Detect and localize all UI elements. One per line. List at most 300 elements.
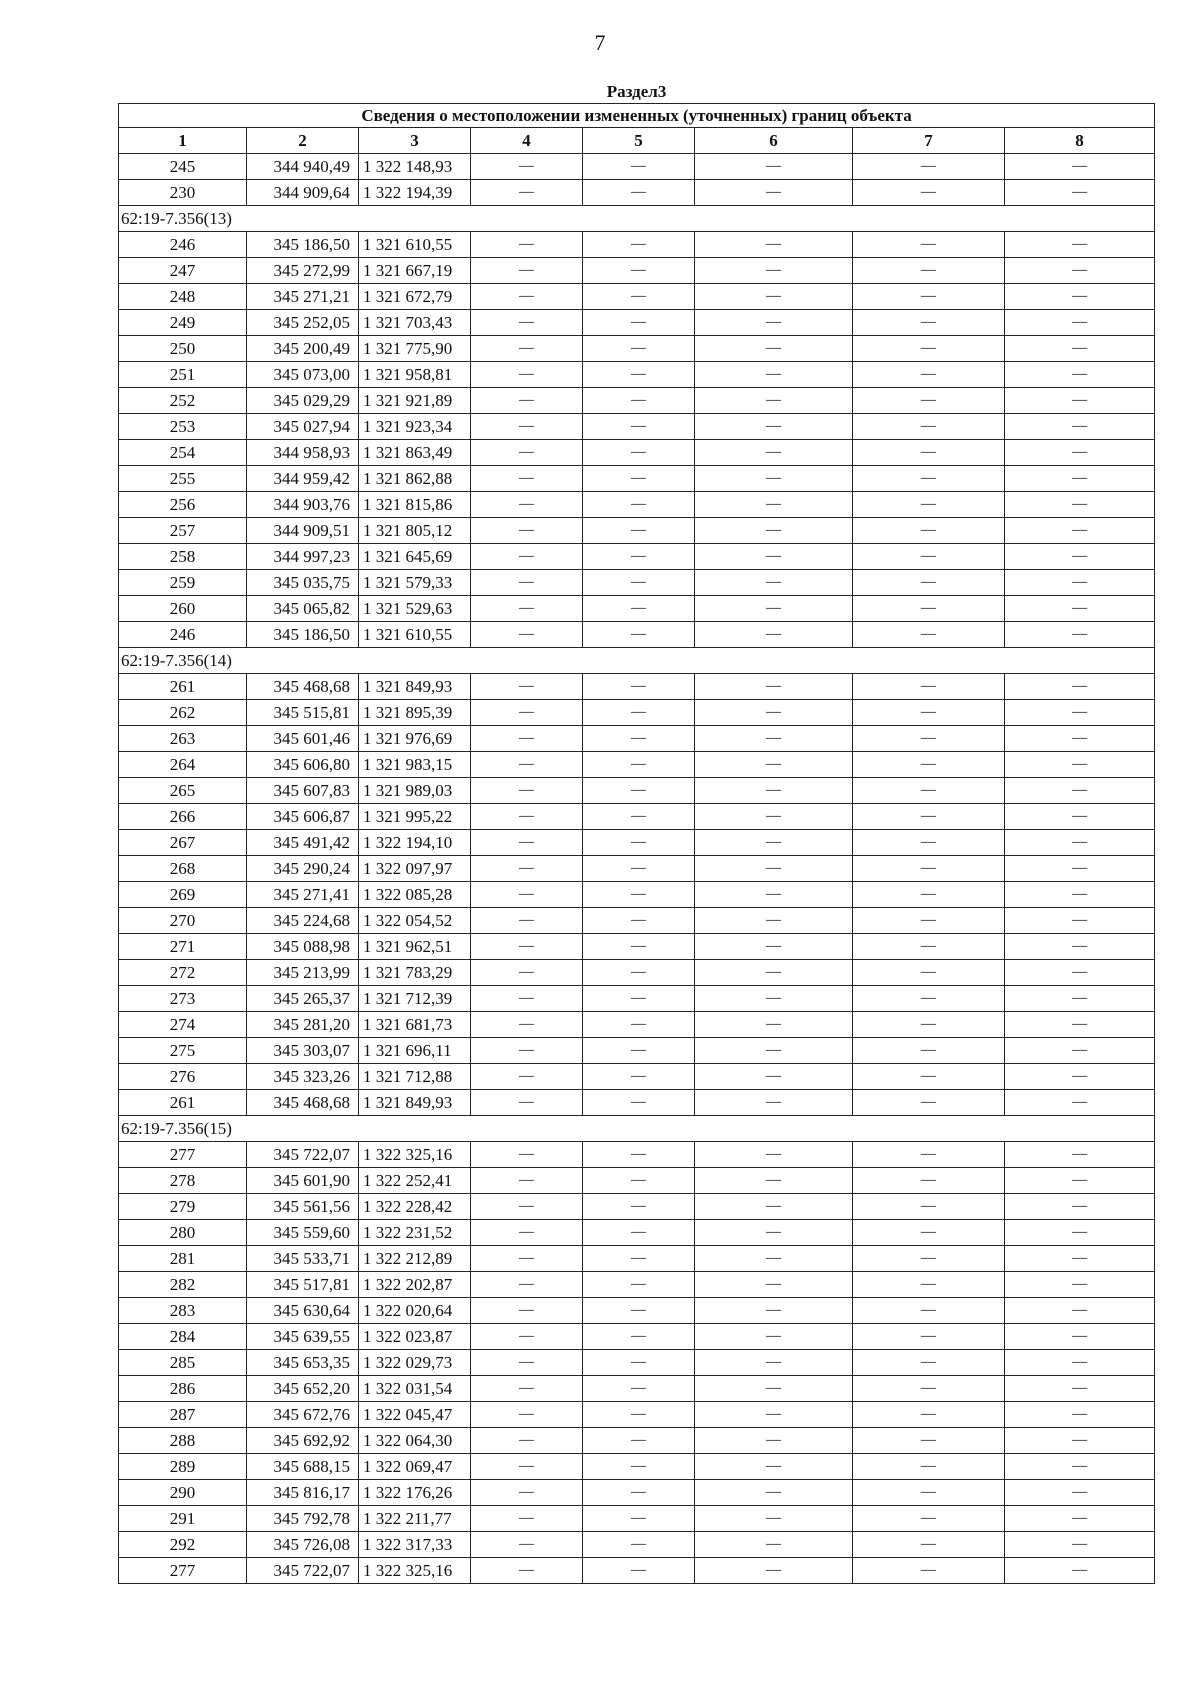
parcel-group-row [119,1116,1155,1142]
coordinate-x-cell: 345 561,56 [247,1194,359,1220]
coordinate-y-cell: 1 321 645,69 [359,544,471,570]
empty-value-cell: — [471,466,583,492]
point-number-cell: 279 [119,1194,247,1220]
point-number-cell: 263 [119,726,247,752]
coordinate-y-cell: 1 322 031,54 [359,1376,471,1402]
coordinate-y-cell: 1 322 325,16 [359,1142,471,1168]
empty-value-cell: — [695,1480,853,1506]
coordinate-y-cell: 1 322 176,26 [359,1480,471,1506]
point-number-cell: 277 [119,1142,247,1168]
table-row [119,934,1155,960]
point-number-cell: 253 [119,414,247,440]
parcel-group-label: 62:19-7.356(13) [119,206,1155,232]
table-row [119,700,1155,726]
coordinate-x-cell: 344 997,23 [247,544,359,570]
coordinate-x-cell: 345 252,05 [247,310,359,336]
table-row [119,1454,1155,1480]
empty-value-cell: — [853,258,1005,284]
empty-value-cell: — [695,492,853,518]
empty-value-cell: — [853,1324,1005,1350]
table-row [119,1402,1155,1428]
point-number-cell: 286 [119,1376,247,1402]
empty-value-cell: — [1005,778,1155,804]
coordinate-x-cell: 344 959,42 [247,466,359,492]
empty-value-cell: — [1005,518,1155,544]
empty-value-cell: — [471,1324,583,1350]
empty-value-cell: — [1005,752,1155,778]
table-row [119,596,1155,622]
point-number-cell: 281 [119,1246,247,1272]
coordinate-y-cell: 1 321 712,39 [359,986,471,1012]
empty-value-cell: — [583,856,695,882]
coordinate-x-cell: 345 688,15 [247,1454,359,1480]
coordinate-y-cell: 1 321 529,63 [359,596,471,622]
empty-value-cell: — [695,518,853,544]
empty-value-cell: — [695,726,853,752]
empty-value-cell: — [471,700,583,726]
empty-value-cell: — [695,986,853,1012]
empty-value-cell: — [695,1194,853,1220]
empty-value-cell: — [583,1194,695,1220]
coordinate-y-cell: 1 322 097,97 [359,856,471,882]
table-row [119,284,1155,310]
empty-value-cell: — [583,258,695,284]
empty-value-cell: — [583,1428,695,1454]
empty-value-cell: — [853,284,1005,310]
table-row [119,180,1155,206]
point-number-cell: 246 [119,622,247,648]
coordinate-y-cell: 1 321 962,51 [359,934,471,960]
empty-value-cell: — [471,1090,583,1116]
coordinate-x-cell: 345 816,17 [247,1480,359,1506]
empty-value-cell: — [1005,492,1155,518]
coordinate-y-cell: 1 321 815,86 [359,492,471,518]
coordinate-y-cell: 1 322 252,41 [359,1168,471,1194]
coordinate-y-cell: 1 322 325,16 [359,1558,471,1584]
table-row [119,1272,1155,1298]
empty-value-cell: — [853,752,1005,778]
empty-value-cell: — [853,1532,1005,1558]
empty-value-cell: — [471,726,583,752]
column-header-row [119,128,1155,154]
empty-value-cell: — [471,1428,583,1454]
empty-value-cell: — [695,1506,853,1532]
table-row [119,882,1155,908]
empty-value-cell: — [695,622,853,648]
point-number-cell: 258 [119,544,247,570]
empty-value-cell: — [583,752,695,778]
coordinate-y-cell: 1 321 775,90 [359,336,471,362]
empty-value-cell: — [471,622,583,648]
empty-value-cell: — [853,1012,1005,1038]
coordinate-y-cell: 1 321 921,89 [359,388,471,414]
point-number-cell: 248 [119,284,247,310]
empty-value-cell: — [1005,622,1155,648]
empty-value-cell: — [695,1272,853,1298]
column-header: 8 [1005,128,1155,154]
column-header: 4 [471,128,583,154]
coordinate-x-cell: 345 213,99 [247,960,359,986]
empty-value-cell: — [471,1012,583,1038]
empty-value-cell: — [583,700,695,726]
empty-value-cell: — [1005,180,1155,206]
coordinate-y-cell: 1 321 895,39 [359,700,471,726]
empty-value-cell: — [471,388,583,414]
empty-value-cell: — [695,1428,853,1454]
empty-value-cell: — [583,440,695,466]
empty-value-cell: — [583,908,695,934]
table-row [119,830,1155,856]
empty-value-cell: — [1005,934,1155,960]
column-header: 1 [119,128,247,154]
empty-value-cell: — [853,440,1005,466]
empty-value-cell: — [583,180,695,206]
parcel-group-row [119,648,1155,674]
empty-value-cell: — [853,544,1005,570]
empty-value-cell: — [853,1376,1005,1402]
empty-value-cell: — [853,830,1005,856]
table-row [119,960,1155,986]
empty-value-cell: — [1005,544,1155,570]
empty-value-cell: — [1005,1220,1155,1246]
empty-value-cell: — [853,1194,1005,1220]
table-row [119,1142,1155,1168]
empty-value-cell: — [853,1142,1005,1168]
empty-value-cell: — [471,284,583,310]
table-row [119,986,1155,1012]
point-number-cell: 288 [119,1428,247,1454]
empty-value-cell: — [695,570,853,596]
empty-value-cell: — [853,1246,1005,1272]
empty-value-cell: — [695,1454,853,1480]
empty-value-cell: — [1005,1272,1155,1298]
point-number-cell: 255 [119,466,247,492]
empty-value-cell: — [1005,466,1155,492]
column-header: 7 [853,128,1005,154]
empty-value-cell: — [853,700,1005,726]
empty-value-cell: — [583,1350,695,1376]
coordinate-x-cell: 345 271,21 [247,284,359,310]
empty-value-cell: — [1005,1298,1155,1324]
coordinate-x-cell: 345 265,37 [247,986,359,1012]
point-number-cell: 269 [119,882,247,908]
empty-value-cell: — [583,232,695,258]
empty-value-cell: — [471,570,583,596]
empty-value-cell: — [853,986,1005,1012]
empty-value-cell: — [471,1454,583,1480]
empty-value-cell: — [471,440,583,466]
empty-value-cell: — [695,1376,853,1402]
coordinate-y-cell: 1 321 995,22 [359,804,471,830]
coordinate-y-cell: 1 322 202,87 [359,1272,471,1298]
coordinate-x-cell: 345 027,94 [247,414,359,440]
empty-value-cell: — [471,1532,583,1558]
point-number-cell: 287 [119,1402,247,1428]
coordinate-y-cell: 1 321 849,93 [359,674,471,700]
empty-value-cell: — [853,1454,1005,1480]
table-row [119,1480,1155,1506]
table-row [119,674,1155,700]
table-row [119,232,1155,258]
empty-value-cell: — [695,284,853,310]
empty-value-cell: — [695,154,853,180]
table-row [119,258,1155,284]
empty-value-cell: — [853,154,1005,180]
empty-value-cell: — [695,1168,853,1194]
empty-value-cell: — [1005,1402,1155,1428]
coordinate-y-cell: 1 321 983,15 [359,752,471,778]
coordinate-y-cell: 1 321 989,03 [359,778,471,804]
empty-value-cell: — [1005,154,1155,180]
empty-value-cell: — [1005,908,1155,934]
point-number-cell: 282 [119,1272,247,1298]
coordinate-x-cell: 345 601,90 [247,1168,359,1194]
table-row [119,518,1155,544]
coordinate-x-cell: 345 186,50 [247,232,359,258]
coordinate-x-cell: 345 653,35 [247,1350,359,1376]
empty-value-cell: — [583,1012,695,1038]
point-number-cell: 272 [119,960,247,986]
coordinate-y-cell: 1 321 610,55 [359,232,471,258]
empty-value-cell: — [853,180,1005,206]
page-number: 7 [594,30,606,55]
coordinate-x-cell: 345 726,08 [247,1532,359,1558]
empty-value-cell: — [1005,1376,1155,1402]
empty-value-cell: — [1005,232,1155,258]
empty-value-cell: — [1005,310,1155,336]
coordinate-x-cell: 345 088,98 [247,934,359,960]
empty-value-cell: — [583,674,695,700]
empty-value-cell: — [1005,1038,1155,1064]
boundary-coordinates-table [118,80,1155,1584]
column-header: 2 [247,128,359,154]
coordinate-y-cell: 1 321 849,93 [359,1090,471,1116]
empty-value-cell: — [853,1402,1005,1428]
coordinate-x-cell: 345 029,29 [247,388,359,414]
section-caption: Сведения о местоположении измененных (уточненных) границ объекта [119,104,1155,128]
coordinate-x-cell: 344 958,93 [247,440,359,466]
coordinate-x-cell: 345 035,75 [247,570,359,596]
column-header: 5 [583,128,695,154]
empty-value-cell: — [471,1298,583,1324]
empty-value-cell: — [695,336,853,362]
empty-value-cell: — [853,726,1005,752]
table-row [119,440,1155,466]
table-row [119,726,1155,752]
empty-value-cell: — [471,336,583,362]
coordinate-x-cell: 345 533,71 [247,1246,359,1272]
empty-value-cell: — [471,908,583,934]
empty-value-cell: — [695,1064,853,1090]
coordinate-y-cell: 1 322 045,47 [359,1402,471,1428]
coordinate-y-cell: 1 321 923,34 [359,414,471,440]
point-number-cell: 251 [119,362,247,388]
empty-value-cell: — [471,1376,583,1402]
empty-value-cell: — [1005,414,1155,440]
empty-value-cell: — [471,856,583,882]
empty-value-cell: — [853,310,1005,336]
section-title: Раздел3 [119,80,1155,104]
table-row [119,1558,1155,1584]
point-number-cell: 249 [119,310,247,336]
coordinate-y-cell: 1 322 212,89 [359,1246,471,1272]
empty-value-cell: — [471,1350,583,1376]
coordinate-x-cell: 345 224,68 [247,908,359,934]
empty-value-cell: — [1005,1168,1155,1194]
column-header: 3 [359,128,471,154]
empty-value-cell: — [695,1012,853,1038]
table-row [119,492,1155,518]
coordinate-x-cell: 345 186,50 [247,622,359,648]
point-number-cell: 273 [119,986,247,1012]
coordinate-y-cell: 1 322 228,42 [359,1194,471,1220]
point-number-cell: 261 [119,1090,247,1116]
parcel-group-label: 62:19-7.356(14) [119,648,1155,674]
coordinate-y-cell: 1 322 069,47 [359,1454,471,1480]
empty-value-cell: — [853,414,1005,440]
empty-value-cell: — [583,622,695,648]
empty-value-cell: — [583,1298,695,1324]
table-row [119,1038,1155,1064]
empty-value-cell: — [853,1480,1005,1506]
empty-value-cell: — [695,1038,853,1064]
empty-value-cell: — [583,1558,695,1584]
empty-value-cell: — [1005,1246,1155,1272]
table-row [119,778,1155,804]
point-number-cell: 260 [119,596,247,622]
table-row [119,1350,1155,1376]
point-number-cell: 246 [119,232,247,258]
coordinate-x-cell: 345 607,83 [247,778,359,804]
empty-value-cell: — [471,1506,583,1532]
coordinate-x-cell: 345 323,26 [247,1064,359,1090]
empty-value-cell: — [1005,960,1155,986]
coordinate-x-cell: 345 065,82 [247,596,359,622]
coordinate-y-cell: 1 322 023,87 [359,1324,471,1350]
empty-value-cell: — [695,1220,853,1246]
empty-value-cell: — [583,570,695,596]
empty-value-cell: — [695,414,853,440]
coordinate-y-cell: 1 321 672,79 [359,284,471,310]
coordinate-y-cell: 1 321 958,81 [359,362,471,388]
point-number-cell: 275 [119,1038,247,1064]
empty-value-cell: — [583,1168,695,1194]
coordinate-y-cell: 1 322 064,30 [359,1428,471,1454]
empty-value-cell: — [1005,1428,1155,1454]
coordinate-y-cell: 1 322 231,52 [359,1220,471,1246]
coordinate-x-cell: 345 601,46 [247,726,359,752]
empty-value-cell: — [583,1142,695,1168]
table-row [119,362,1155,388]
empty-value-cell: — [471,986,583,1012]
coordinate-y-cell: 1 321 976,69 [359,726,471,752]
empty-value-cell: — [853,388,1005,414]
empty-value-cell: — [853,960,1005,986]
empty-value-cell: — [1005,1012,1155,1038]
empty-value-cell: — [695,544,853,570]
point-number-cell: 283 [119,1298,247,1324]
empty-value-cell: — [471,1246,583,1272]
empty-value-cell: — [471,1272,583,1298]
empty-value-cell: — [471,1402,583,1428]
empty-value-cell: — [583,544,695,570]
table-row [119,544,1155,570]
coordinate-y-cell: 1 322 085,28 [359,882,471,908]
point-number-cell: 256 [119,492,247,518]
empty-value-cell: — [471,960,583,986]
point-number-cell: 270 [119,908,247,934]
empty-value-cell: — [695,180,853,206]
coordinate-x-cell: 344 909,51 [247,518,359,544]
empty-value-cell: — [471,752,583,778]
empty-value-cell: — [583,310,695,336]
empty-value-cell: — [853,778,1005,804]
point-number-cell: 271 [119,934,247,960]
coordinate-x-cell: 345 722,07 [247,1142,359,1168]
table-row [119,1298,1155,1324]
coordinate-x-cell: 345 792,78 [247,1506,359,1532]
coordinate-x-cell: 345 606,80 [247,752,359,778]
empty-value-cell: — [695,804,853,830]
coordinate-x-cell: 344 940,49 [247,154,359,180]
empty-value-cell: — [1005,700,1155,726]
empty-value-cell: — [1005,856,1155,882]
coordinate-y-cell: 1 322 317,33 [359,1532,471,1558]
point-number-cell: 265 [119,778,247,804]
table-row [119,414,1155,440]
empty-value-cell: — [695,830,853,856]
empty-value-cell: — [695,856,853,882]
empty-value-cell: — [695,1142,853,1168]
empty-value-cell: — [853,1350,1005,1376]
table-row [119,1194,1155,1220]
empty-value-cell: — [695,1402,853,1428]
table-row [119,1428,1155,1454]
empty-value-cell: — [853,362,1005,388]
point-number-cell: 261 [119,674,247,700]
empty-value-cell: — [1005,1558,1155,1584]
empty-value-cell: — [583,804,695,830]
empty-value-cell: — [853,1038,1005,1064]
empty-value-cell: — [1005,830,1155,856]
table-row [119,1506,1155,1532]
empty-value-cell: — [583,1480,695,1506]
empty-value-cell: — [583,596,695,622]
column-header: 6 [695,128,853,154]
empty-value-cell: — [853,1168,1005,1194]
coordinate-x-cell: 345 281,20 [247,1012,359,1038]
coordinate-x-cell: 345 491,42 [247,830,359,856]
empty-value-cell: — [583,466,695,492]
empty-value-cell: — [583,1246,695,1272]
empty-value-cell: — [583,1220,695,1246]
point-number-cell: 252 [119,388,247,414]
empty-value-cell: — [695,882,853,908]
coordinate-y-cell: 1 321 863,49 [359,440,471,466]
table-row [119,856,1155,882]
empty-value-cell: — [1005,388,1155,414]
empty-value-cell: — [853,466,1005,492]
empty-value-cell: — [471,1480,583,1506]
empty-value-cell: — [471,674,583,700]
table-row [119,1532,1155,1558]
empty-value-cell: — [583,388,695,414]
empty-value-cell: — [1005,570,1155,596]
empty-value-cell: — [583,362,695,388]
coordinate-x-cell: 345 630,64 [247,1298,359,1324]
empty-value-cell: — [583,414,695,440]
empty-value-cell: — [853,1506,1005,1532]
